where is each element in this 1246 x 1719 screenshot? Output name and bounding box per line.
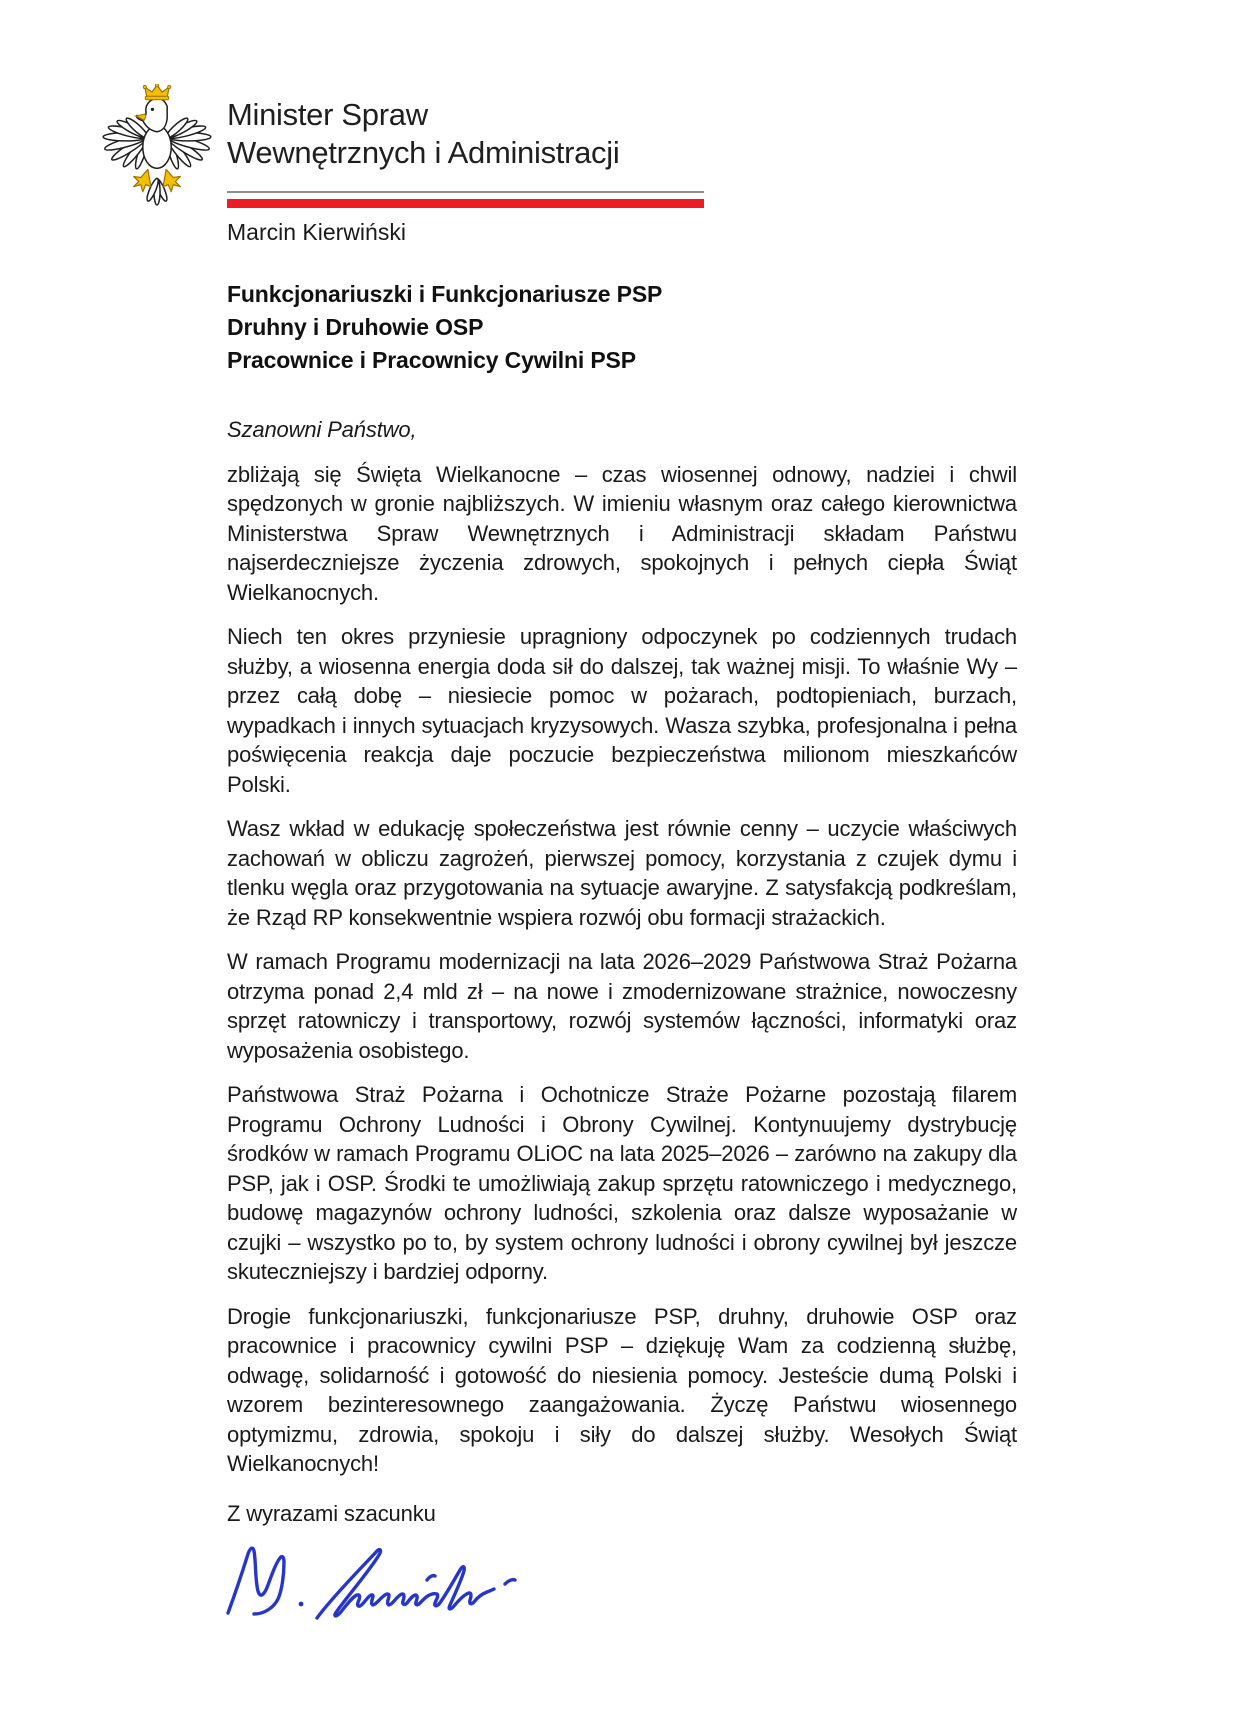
red-rule [227,199,704,208]
ministry-title-line2: Wewnętrznych i Administracji [227,135,620,170]
addressee-line-1: Funkcjonariuszki i Funkcjonariusze PSP [227,281,663,307]
header-divider [227,191,704,208]
letter-body [227,278,1017,1624]
letter-paragraph-6: Drogie funkcjonariuszki, funkcjonariusze PSP, druhny, druhowie OSP oraz pracownice i pracownicy cywilni PSP – dziękuję Wam za codzienną służbę, odwagę, solidarność i gotowość do niesienia pomocy. Jesteście dumą Polski i wzorem bezinteresownego zaangażowania. Życzę Państwu wiosennego optymizmu, zdrowia, spokoju i siły do dalszej służby. Wesołych Świąt Wielkanocnych! [227,1303,1017,1476]
gray-rule [227,191,704,193]
letter-paragraph-2: Niech ten okres przyniesie upragniony odpoczynek po codziennych trudach służby, a wiosenna energia doda sił do dalszej, tak ważnej misji. To właśnie Wy – przez całą dobę – niesiecie pomoc w pożarach, podtopieniach, burzach, wypadkach i innych sytuacjach kryzysowych. Wasza szybka, profesjonalna i pełna poświęcenia reakcja daje poczucie bezpieczeństwa milionom mieszkańców Polski. [227,624,1017,797]
addressee-line-2: Druhny i Druhowie OSP [227,314,484,340]
minister-name: Marcin Kierwiński [227,219,406,245]
ministry-title-line1: Minister Spraw [227,97,428,132]
letter-paragraph-1: zbliżają się Święta Wielkanocne – czas wiosennej odnowy, nadziei i chwil spędzonych w gronie najbliższych. W imieniu własnym oraz całego kierownictwa Ministerstwa Spraw Wewnętrznych i Administracji składam Państwu najserdeczniejsze życzenia zdrowych, spokojnych i pełnych ciepła Świąt Wielkanocnych. [227,461,1017,605]
polish-eagle-icon [102,84,212,208]
letter-paragraph-4: W ramach Programu modernizacji na lata 2026–2029 Państwowa Straż Pożarna otrzyma ponad 2,4 mld zł – na nowe i zmodernizowane strażnice, nowoczesny sprzęt ratowniczy i transportowy, rozwój systemów łączności, informatyki oraz wyposażenia osobistego. [227,949,1017,1063]
letter-paragraph-3: Wasz wkład w edukację społeczeństwa jest równie cenny – uczycie właściwych zachowań w obliczu zagrożeń, pierwszej pomocy, korzystania z czujek dymu i tlenku węgla oraz przygotowania na sytuacje awaryjne. Z satysfakcją podkreślam, że Rząd RP konsekwentnie wspiera rozwój obu formacji strażackich. [227,816,1017,930]
closing-phrase: Z wyrazami szacunku [227,1500,436,1526]
polish-eagle-emblem [102,84,212,208]
signature-handwritten [221,1534,531,1624]
ministry-title [227,96,619,172]
addressee-line-3: Pracownice i Pracownicy Cywilni PSP [227,347,636,373]
addressee-block [227,278,1017,377]
letter-paragraph-5: Państwowa Straż Pożarna i Ochotnicze Straże Pożarne pozostają filarem Programu Ochrony Ludności i Obrony Cywilnej. Kontynuujemy dystrybucję środków w ramach Programu OLiOC na lata 2025–2026 – zarówno na zakupy dla PSP, jak i OSP. Środki te umożliwiają zakup sprzętu ratowniczego i medycznego, budowę magazynów ochrony ludności, szkolenia oraz dalsze wyposażanie w czujki – wszystko po to, by system ochrony ludności i obrony cywilnej był jeszcze skuteczniejszy i bardziej odporny. [227,1082,1017,1284]
signature-icon [221,1534,531,1624]
salutation: Szanowni Państwo, [227,417,417,442]
